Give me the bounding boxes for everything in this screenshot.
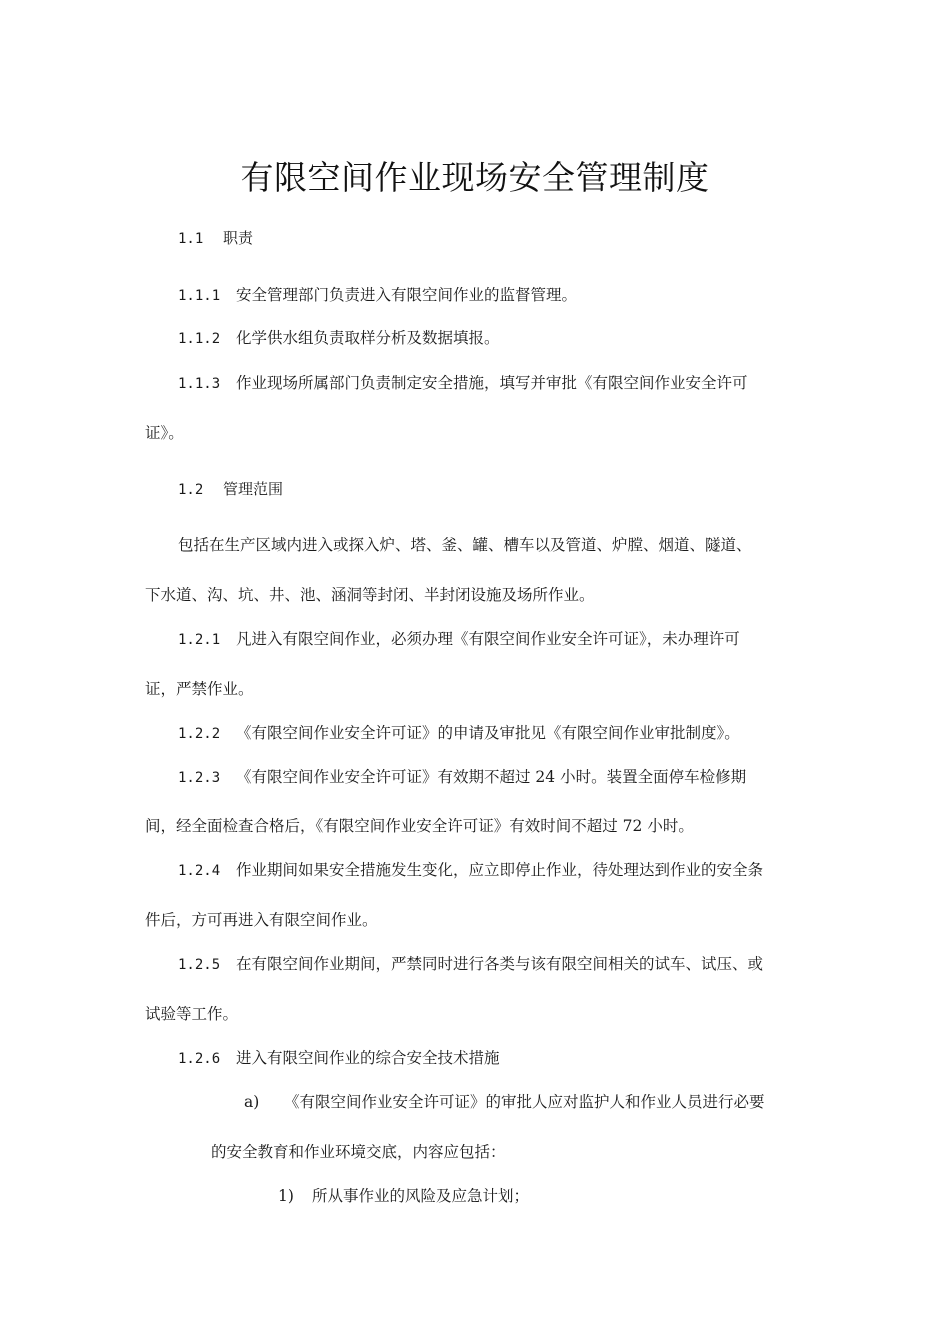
clause-text: 《有限空间作业安全许可证》的申请及审批见《有限空间作业审批制度》。: [236, 724, 740, 742]
clause-1-1-1: [178, 283, 577, 308]
clause-number: 1.2.3: [178, 770, 221, 786]
list-item-a-continuation: 的安全教育和作业环境交底，内容应包括：: [211, 1143, 506, 1161]
clause-text: 作业期间如果安全措施发生变化，应立即停止作业，待处理达到作业的安全条: [236, 861, 764, 879]
clause-number: 1.1.1: [178, 288, 221, 304]
sub-list-item-marker: 1): [278, 1187, 294, 1205]
clause-number: 1.2.4: [178, 863, 221, 879]
clause-1-2-1: [178, 627, 740, 652]
list-item-text: 《有限空间作业安全许可证》的审批人应对监护人和作业人员进行必要: [284, 1093, 765, 1111]
clause-number: 1.2.6: [178, 1051, 221, 1067]
section-number: 1.1: [178, 231, 204, 247]
section-heading-text: 职责: [223, 229, 254, 247]
clause-text: 凡进入有限空间作业，必须办理《有限空间作业安全许可证》，未办理许可: [236, 630, 740, 648]
clause-1-2-5: [178, 952, 763, 977]
clause-1-2-2: [178, 721, 740, 746]
section-number: 1.2: [178, 482, 204, 498]
scope-paragraph: 包括在生产区域内进入或探入炉、塔、釜、罐、槽车以及管道、炉膛、烟道、隧道、: [178, 536, 752, 554]
clause-1-2-1-continuation: 证，严禁作业。: [145, 680, 254, 698]
clause-number: 1.2.1: [178, 632, 221, 648]
clause-text: 《有限空间作业安全许可证》有效期不超过 24 小时。装置全面停车检修期: [236, 768, 747, 786]
clause-1-2-6: [178, 1046, 500, 1071]
clause-text: 作业现场所属部门负责制定安全措施，填写并审批《有限空间作业安全许可: [236, 374, 748, 392]
sub-list-item-1: [278, 1184, 529, 1208]
clause-1-2-4: [178, 858, 763, 883]
clause-number: 1.2.2: [178, 726, 221, 742]
clause-1-1-3-continuation: 证》。: [145, 424, 184, 442]
clause-1-1-2: [178, 326, 500, 351]
document-title: 有限空间作业现场安全管理制度: [240, 158, 710, 197]
clause-text: 进入有限空间作业的综合安全技术措施: [236, 1049, 500, 1067]
section-heading-1-2: [178, 477, 283, 502]
section-heading-1-1: [178, 226, 253, 251]
list-item-a: [244, 1090, 765, 1114]
clause-1-2-4-continuation: 件后，方可再进入有限空间作业。: [145, 911, 378, 929]
clause-1-2-3-continuation: 间，经全面检查合格后，《有限空间作业安全许可证》有效时间不超过 72 小时。: [145, 817, 694, 835]
clause-text: 安全管理部门负责进入有限空间作业的监督管理。: [236, 286, 578, 304]
clause-number: 1.1.3: [178, 376, 221, 392]
clause-number: 1.2.5: [178, 957, 221, 973]
clause-1-1-3: [178, 371, 748, 396]
scope-paragraph-continuation: 下水道、沟、坑、井、池、涵洞等封闭、半封闭设施及场所作业。: [145, 586, 595, 604]
clause-text: 化学供水组负责取样分析及数据填报。: [236, 329, 500, 347]
clause-text: 在有限空间作业期间，严禁同时进行各类与该有限空间相关的试车、试压、或: [236, 955, 764, 973]
sub-list-item-text: 所从事作业的风险及应急计划；: [312, 1187, 530, 1205]
clause-1-2-5-continuation: 试验等工作。: [145, 1005, 239, 1023]
section-heading-text: 管理范围: [223, 480, 284, 498]
list-item-marker: a): [244, 1093, 260, 1111]
clause-number: 1.1.2: [178, 331, 221, 347]
clause-1-2-3: [178, 765, 746, 790]
